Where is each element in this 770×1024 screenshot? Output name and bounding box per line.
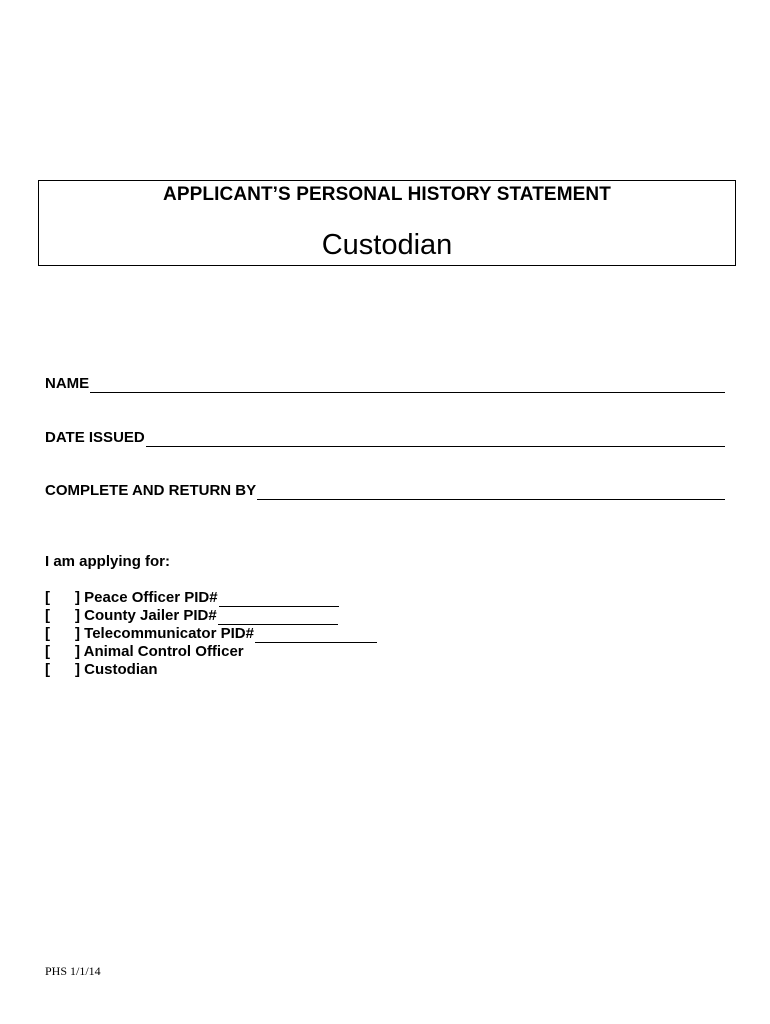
option-label: ] Custodian xyxy=(75,661,158,678)
pid-field[interactable] xyxy=(218,610,338,625)
option-animal-control[interactable] xyxy=(45,643,377,661)
checkbox-bracket: [ xyxy=(45,589,50,606)
pid-field[interactable] xyxy=(255,628,377,643)
option-county-jailer[interactable] xyxy=(45,607,377,625)
checkbox-bracket: [ xyxy=(45,625,50,642)
title-box xyxy=(38,180,736,266)
option-label: ] Animal Control Officer xyxy=(75,643,244,660)
return-by-label: COMPLETE AND RETURN BY xyxy=(45,482,257,499)
position-title: Custodian xyxy=(321,229,453,261)
pid-field[interactable] xyxy=(219,592,339,607)
option-label: ] County Jailer PID# xyxy=(75,607,217,624)
applying-options xyxy=(45,589,377,679)
name-label: NAME xyxy=(45,375,90,392)
name-field[interactable] xyxy=(90,377,725,393)
option-label: ] Peace Officer PID# xyxy=(75,589,218,606)
checkbox-bracket: [ xyxy=(45,661,50,678)
date-issued-field[interactable] xyxy=(146,431,725,447)
form-code: PHS 1/1/14 xyxy=(45,964,101,978)
checkbox-bracket: [ xyxy=(45,607,50,624)
document-title: APPLICANT’S PERSONAL HISTORY STATEMENT xyxy=(163,184,611,205)
applying-heading: I am applying for: xyxy=(45,553,171,570)
option-telecommunicator[interactable] xyxy=(45,625,377,643)
name-field-row xyxy=(45,375,725,393)
option-peace-officer[interactable] xyxy=(45,589,377,607)
option-custodian[interactable] xyxy=(45,661,377,679)
option-label: ] Telecommunicator PID# xyxy=(75,625,254,642)
checkbox-bracket: [ xyxy=(45,643,50,660)
date-issued-label: DATE ISSUED xyxy=(45,429,145,446)
date-issued-field-row xyxy=(45,429,725,447)
return-by-field-row xyxy=(45,482,725,500)
return-by-field[interactable] xyxy=(257,484,725,500)
